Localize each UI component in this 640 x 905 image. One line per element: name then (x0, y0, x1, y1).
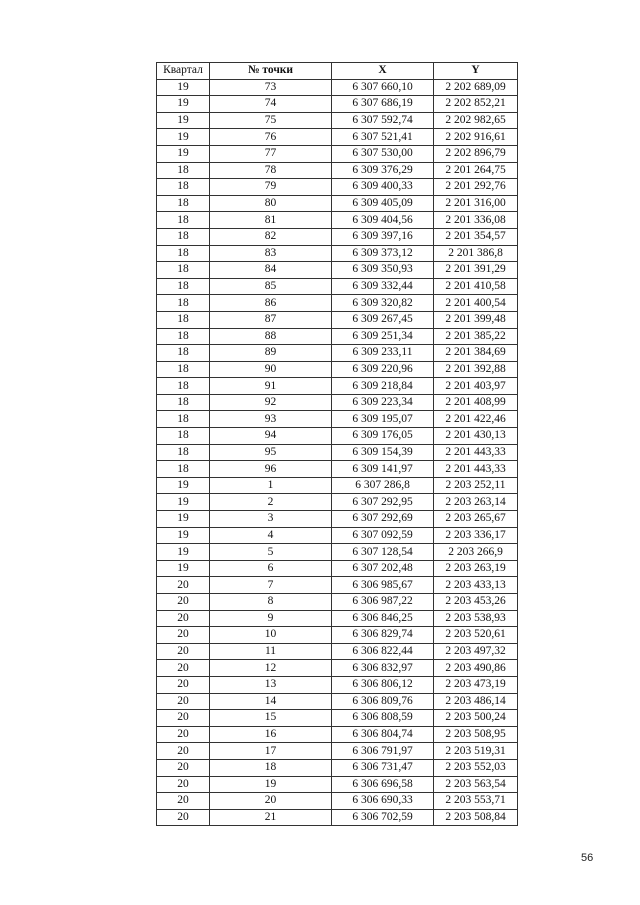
cell-kvartal: 18 (157, 245, 210, 262)
cell-point-number: 2 (210, 494, 332, 511)
cell-x: 6 306 808,59 (332, 710, 434, 727)
cell-y: 2 201 292,76 (434, 179, 518, 196)
table-row (157, 759, 518, 776)
cell-point-number: 73 (210, 79, 332, 96)
cell-kvartal: 20 (157, 809, 210, 826)
cell-y: 2 202 896,79 (434, 145, 518, 162)
cell-y: 2 203 538,93 (434, 610, 518, 627)
cell-point-number: 10 (210, 627, 332, 644)
cell-y: 2 202 852,21 (434, 96, 518, 113)
cell-y: 2 202 689,09 (434, 79, 518, 96)
table-row (157, 676, 518, 693)
cell-kvartal: 19 (157, 79, 210, 96)
cell-x: 6 306 702,59 (332, 809, 434, 826)
cell-point-number: 92 (210, 394, 332, 411)
cell-kvartal: 20 (157, 793, 210, 810)
cell-point-number: 1 (210, 477, 332, 494)
table-row (157, 345, 518, 362)
cell-point-number: 9 (210, 610, 332, 627)
cell-kvartal: 19 (157, 145, 210, 162)
cell-y: 2 201 316,00 (434, 195, 518, 212)
table-row (157, 245, 518, 262)
cell-point-number: 88 (210, 328, 332, 345)
table-row (157, 162, 518, 179)
cell-point-number: 14 (210, 693, 332, 710)
table-row (157, 776, 518, 793)
cell-point-number: 18 (210, 759, 332, 776)
cell-kvartal: 18 (157, 411, 210, 428)
cell-kvartal: 18 (157, 212, 210, 229)
cell-point-number: 11 (210, 643, 332, 660)
cell-x: 6 306 846,25 (332, 610, 434, 627)
header-x: X (332, 63, 434, 80)
cell-x: 6 307 292,69 (332, 511, 434, 528)
cell-point-number: 20 (210, 793, 332, 810)
table-row (157, 627, 518, 644)
cell-point-number: 91 (210, 378, 332, 395)
cell-y: 2 201 422,46 (434, 411, 518, 428)
cell-y: 2 203 519,31 (434, 743, 518, 760)
table-row (157, 444, 518, 461)
cell-x: 6 309 373,12 (332, 245, 434, 262)
cell-x: 6 309 220,96 (332, 361, 434, 378)
cell-point-number: 16 (210, 726, 332, 743)
table-row (157, 179, 518, 196)
cell-kvartal: 18 (157, 295, 210, 312)
cell-y: 2 203 563,54 (434, 776, 518, 793)
coordinates-table (156, 62, 518, 826)
cell-kvartal: 18 (157, 162, 210, 179)
cell-x: 6 306 809,76 (332, 693, 434, 710)
cell-x: 6 309 320,82 (332, 295, 434, 312)
cell-y: 2 201 386,8 (434, 245, 518, 262)
cell-y: 2 202 916,61 (434, 129, 518, 146)
cell-point-number: 77 (210, 145, 332, 162)
table-row (157, 461, 518, 478)
cell-point-number: 84 (210, 262, 332, 279)
table-row (157, 411, 518, 428)
page-number: 56 (581, 852, 594, 864)
cell-y: 2 203 453,26 (434, 594, 518, 611)
cell-x: 6 309 376,29 (332, 162, 434, 179)
cell-kvartal: 20 (157, 759, 210, 776)
cell-point-number: 85 (210, 278, 332, 295)
cell-kvartal: 19 (157, 96, 210, 113)
cell-point-number: 94 (210, 428, 332, 445)
table-row (157, 394, 518, 411)
cell-x: 6 306 804,74 (332, 726, 434, 743)
cell-y: 2 203 263,14 (434, 494, 518, 511)
cell-y: 2 203 490,86 (434, 660, 518, 677)
table-row (157, 594, 518, 611)
cell-x: 6 309 332,44 (332, 278, 434, 295)
cell-kvartal: 20 (157, 743, 210, 760)
table-row (157, 262, 518, 279)
cell-x: 6 309 350,93 (332, 262, 434, 279)
table-body (157, 79, 518, 826)
cell-kvartal: 20 (157, 594, 210, 611)
cell-kvartal: 20 (157, 643, 210, 660)
header-kvartal: Квартал (157, 63, 210, 80)
cell-x: 6 307 128,54 (332, 544, 434, 561)
cell-x: 6 309 154,39 (332, 444, 434, 461)
cell-kvartal: 18 (157, 378, 210, 395)
cell-point-number: 17 (210, 743, 332, 760)
cell-y: 2 201 264,75 (434, 162, 518, 179)
table-row (157, 809, 518, 826)
table-row (157, 710, 518, 727)
cell-kvartal: 19 (157, 112, 210, 129)
cell-point-number: 90 (210, 361, 332, 378)
cell-point-number: 7 (210, 577, 332, 594)
cell-y: 2 203 520,61 (434, 627, 518, 644)
cell-y: 2 201 410,58 (434, 278, 518, 295)
table-row (157, 361, 518, 378)
cell-kvartal: 18 (157, 179, 210, 196)
cell-kvartal: 18 (157, 311, 210, 328)
header-y: Y (434, 63, 518, 80)
table-row (157, 660, 518, 677)
cell-x: 6 307 530,00 (332, 145, 434, 162)
table-row (157, 112, 518, 129)
table-row (157, 328, 518, 345)
table-row (157, 693, 518, 710)
cell-x: 6 309 218,84 (332, 378, 434, 395)
cell-x: 6 309 141,97 (332, 461, 434, 478)
cell-kvartal: 18 (157, 461, 210, 478)
cell-kvartal: 18 (157, 361, 210, 378)
cell-kvartal: 19 (157, 477, 210, 494)
cell-point-number: 15 (210, 710, 332, 727)
cell-y: 2 203 473,19 (434, 676, 518, 693)
table-row (157, 96, 518, 113)
cell-y: 2 201 391,29 (434, 262, 518, 279)
cell-kvartal: 20 (157, 627, 210, 644)
cell-x: 6 306 985,67 (332, 577, 434, 594)
table-row (157, 129, 518, 146)
cell-y: 2 201 408,99 (434, 394, 518, 411)
table-row (157, 145, 518, 162)
cell-point-number: 3 (210, 511, 332, 528)
table-row (157, 494, 518, 511)
cell-point-number: 87 (210, 311, 332, 328)
cell-y: 2 202 982,65 (434, 112, 518, 129)
cell-y: 2 201 399,48 (434, 311, 518, 328)
table-row (157, 378, 518, 395)
cell-y: 2 203 336,17 (434, 527, 518, 544)
table-row (157, 726, 518, 743)
cell-y: 2 203 497,32 (434, 643, 518, 660)
cell-point-number: 75 (210, 112, 332, 129)
table-row (157, 577, 518, 594)
cell-kvartal: 20 (157, 577, 210, 594)
cell-point-number: 93 (210, 411, 332, 428)
table-row (157, 610, 518, 627)
cell-point-number: 86 (210, 295, 332, 312)
cell-y: 2 201 430,13 (434, 428, 518, 445)
cell-y: 2 201 354,57 (434, 228, 518, 245)
cell-x: 6 307 660,10 (332, 79, 434, 96)
table-row (157, 311, 518, 328)
table-row (157, 527, 518, 544)
cell-kvartal: 20 (157, 676, 210, 693)
cell-kvartal: 19 (157, 560, 210, 577)
cell-x: 6 306 832,97 (332, 660, 434, 677)
cell-point-number: 8 (210, 594, 332, 611)
header-row (157, 63, 518, 80)
cell-x: 6 307 521,41 (332, 129, 434, 146)
table-row (157, 477, 518, 494)
cell-x: 6 306 731,47 (332, 759, 434, 776)
cell-y: 2 203 508,84 (434, 809, 518, 826)
cell-x: 6 306 822,44 (332, 643, 434, 660)
cell-y: 2 201 392,88 (434, 361, 518, 378)
table-row (157, 544, 518, 561)
cell-x: 6 307 202,48 (332, 560, 434, 577)
cell-y: 2 203 553,71 (434, 793, 518, 810)
cell-point-number: 82 (210, 228, 332, 245)
table-row (157, 428, 518, 445)
cell-point-number: 74 (210, 96, 332, 113)
cell-x: 6 309 400,33 (332, 179, 434, 196)
cell-x: 6 309 397,16 (332, 228, 434, 245)
cell-y: 2 201 403,97 (434, 378, 518, 395)
cell-point-number: 13 (210, 676, 332, 693)
cell-x: 6 309 405,09 (332, 195, 434, 212)
cell-point-number: 76 (210, 129, 332, 146)
cell-kvartal: 18 (157, 195, 210, 212)
cell-point-number: 6 (210, 560, 332, 577)
cell-kvartal: 20 (157, 710, 210, 727)
table-header (157, 63, 518, 80)
cell-point-number: 81 (210, 212, 332, 229)
cell-x: 6 307 092,59 (332, 527, 434, 544)
cell-kvartal: 20 (157, 776, 210, 793)
cell-kvartal: 18 (157, 345, 210, 362)
table-row (157, 295, 518, 312)
cell-y: 2 203 552,03 (434, 759, 518, 776)
table-row (157, 511, 518, 528)
cell-x: 6 309 267,45 (332, 311, 434, 328)
table-row (157, 793, 518, 810)
table-row (157, 195, 518, 212)
cell-kvartal: 20 (157, 660, 210, 677)
table-row (157, 278, 518, 295)
table-row (157, 79, 518, 96)
cell-y: 2 203 263,19 (434, 560, 518, 577)
cell-point-number: 89 (210, 345, 332, 362)
cell-x: 6 307 286,8 (332, 477, 434, 494)
cell-y: 2 203 486,14 (434, 693, 518, 710)
cell-point-number: 19 (210, 776, 332, 793)
cell-y: 2 201 384,69 (434, 345, 518, 362)
cell-x: 6 306 987,22 (332, 594, 434, 611)
cell-kvartal: 19 (157, 129, 210, 146)
cell-point-number: 5 (210, 544, 332, 561)
cell-kvartal: 19 (157, 544, 210, 561)
cell-kvartal: 18 (157, 394, 210, 411)
cell-y: 2 201 336,08 (434, 212, 518, 229)
cell-x: 6 306 791,97 (332, 743, 434, 760)
table-row (157, 743, 518, 760)
cell-point-number: 95 (210, 444, 332, 461)
cell-kvartal: 18 (157, 262, 210, 279)
cell-point-number: 79 (210, 179, 332, 196)
cell-point-number: 78 (210, 162, 332, 179)
cell-kvartal: 20 (157, 693, 210, 710)
cell-point-number: 21 (210, 809, 332, 826)
cell-kvartal: 19 (157, 511, 210, 528)
cell-x: 6 306 806,12 (332, 676, 434, 693)
cell-kvartal: 18 (157, 278, 210, 295)
cell-point-number: 96 (210, 461, 332, 478)
cell-point-number: 80 (210, 195, 332, 212)
header-point-number: № точки (210, 63, 332, 80)
cell-kvartal: 18 (157, 428, 210, 445)
cell-point-number: 83 (210, 245, 332, 262)
cell-x: 6 309 404,56 (332, 212, 434, 229)
cell-y: 2 201 400,54 (434, 295, 518, 312)
table-row (157, 560, 518, 577)
cell-y: 2 203 265,67 (434, 511, 518, 528)
cell-point-number: 4 (210, 527, 332, 544)
cell-kvartal: 20 (157, 726, 210, 743)
cell-kvartal: 18 (157, 444, 210, 461)
cell-y: 2 201 443,33 (434, 444, 518, 461)
cell-kvartal: 19 (157, 494, 210, 511)
cell-y: 2 201 385,22 (434, 328, 518, 345)
cell-x: 6 309 233,11 (332, 345, 434, 362)
cell-x: 6 306 696,58 (332, 776, 434, 793)
cell-kvartal: 19 (157, 527, 210, 544)
cell-y: 2 201 443,33 (434, 461, 518, 478)
table-row (157, 643, 518, 660)
cell-x: 6 307 292,95 (332, 494, 434, 511)
cell-x: 6 309 195,07 (332, 411, 434, 428)
cell-y: 2 203 266,9 (434, 544, 518, 561)
table-row (157, 212, 518, 229)
cell-point-number: 12 (210, 660, 332, 677)
cell-kvartal: 18 (157, 328, 210, 345)
cell-y: 2 203 252,11 (434, 477, 518, 494)
cell-x: 6 307 592,74 (332, 112, 434, 129)
cell-y: 2 203 508,95 (434, 726, 518, 743)
cell-x: 6 309 251,34 (332, 328, 434, 345)
table-row (157, 228, 518, 245)
cell-y: 2 203 500,24 (434, 710, 518, 727)
cell-x: 6 307 686,19 (332, 96, 434, 113)
cell-x: 6 306 690,33 (332, 793, 434, 810)
cell-y: 2 203 433,13 (434, 577, 518, 594)
cell-x: 6 306 829,74 (332, 627, 434, 644)
cell-x: 6 309 223,34 (332, 394, 434, 411)
cell-x: 6 309 176,05 (332, 428, 434, 445)
cell-kvartal: 20 (157, 610, 210, 627)
cell-kvartal: 18 (157, 228, 210, 245)
